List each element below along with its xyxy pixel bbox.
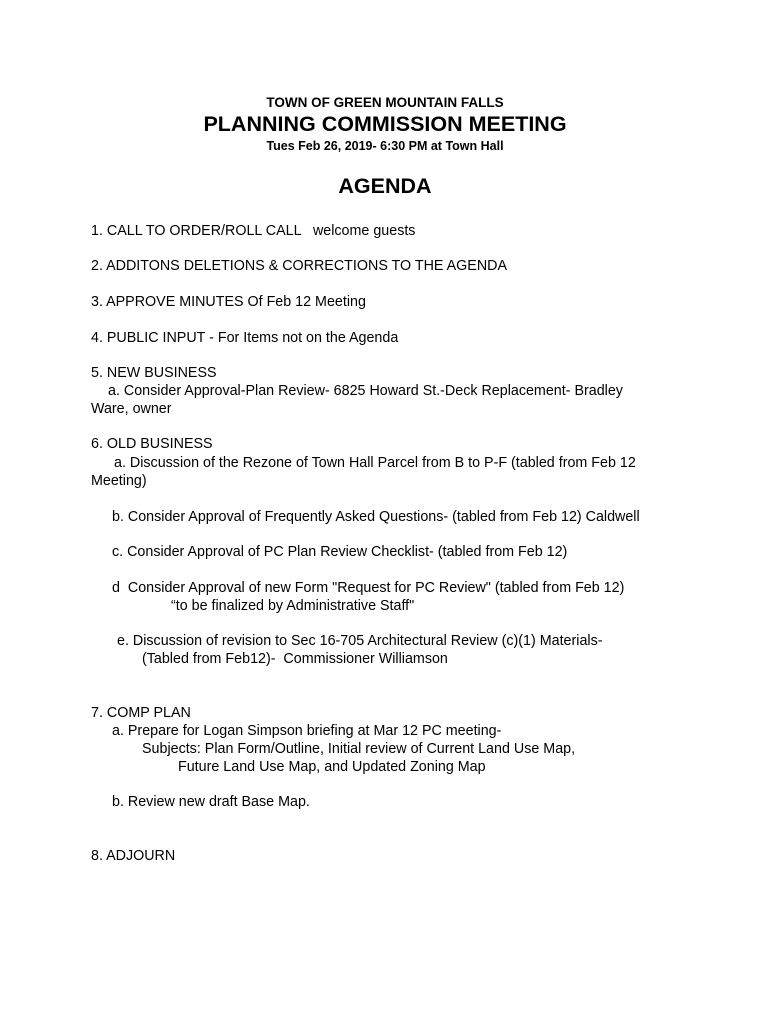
item-public-input: 4. PUBLIC INPUT - For Items not on the Agenda: [91, 330, 399, 346]
comp-plan-a-line2: Subjects: Plan Form/Outline, Initial review of Current Land Use Map,: [142, 741, 576, 757]
old-business-b: b. Consider Approval of Frequently Asked Questions- (tabled from Feb 12) Caldwell: [112, 509, 640, 525]
item-comp-plan-heading: 7. COMP PLAN: [91, 705, 191, 721]
comp-plan-b: b. Review new draft Base Map.: [112, 794, 310, 810]
item-approve-minutes: 3. APPROVE MINUTES Of Feb 12 Meeting: [91, 294, 366, 310]
meeting-date-line: Tues Feb 26, 2019- 6:30 PM at Town Hall: [266, 139, 504, 153]
item-adjourn: 8. ADJOURN: [91, 848, 176, 864]
old-business-d-line2: “to be finalized by Administrative Staff": [171, 598, 415, 614]
agenda-heading: AGENDA: [338, 174, 432, 198]
comp-plan-a-line3: Future Land Use Map, and Updated Zoning Map: [178, 759, 486, 775]
new-business-a-line2: Ware, owner: [91, 401, 172, 417]
old-business-c: c. Consider Approval of PC Plan Review Checklist- (tabled from Feb 12): [112, 544, 568, 560]
town-name: TOWN OF GREEN MOUNTAIN FALLS: [266, 95, 504, 110]
old-business-d-line1: d Consider Approval of new Form "Request for PC Review" (tabled from Feb 12): [112, 580, 625, 596]
old-business-e-line2: (Tabled from Feb12)- Commissioner Williamson: [142, 651, 448, 667]
meeting-title: PLANNING COMMISSION MEETING: [203, 112, 567, 136]
new-business-a-line1: a. Consider Approval-Plan Review- 6825 Howard St.-Deck Replacement- Bradley: [108, 383, 623, 399]
old-business-e-line1: e. Discussion of revision to Sec 16-705 Architectural Review (c)(1) Materials-: [117, 633, 603, 649]
old-business-a-line2: Meeting): [91, 473, 147, 489]
comp-plan-a-line1: a. Prepare for Logan Simpson briefing at Mar 12 PC meeting-: [112, 723, 502, 739]
old-business-a-line1: a. Discussion of the Rezone of Town Hall Parcel from B to P-F (tabled from Feb 12: [114, 455, 636, 471]
item-additions: 2. ADDITONS DELETIONS & CORRECTIONS TO THE AGENDA: [91, 258, 508, 274]
item-call-to-order: 1. CALL TO ORDER/ROLL CALL welcome guests: [91, 223, 416, 239]
item-old-business-heading: 6. OLD BUSINESS: [91, 436, 213, 452]
item-new-business-heading: 5. NEW BUSINESS: [91, 365, 217, 381]
